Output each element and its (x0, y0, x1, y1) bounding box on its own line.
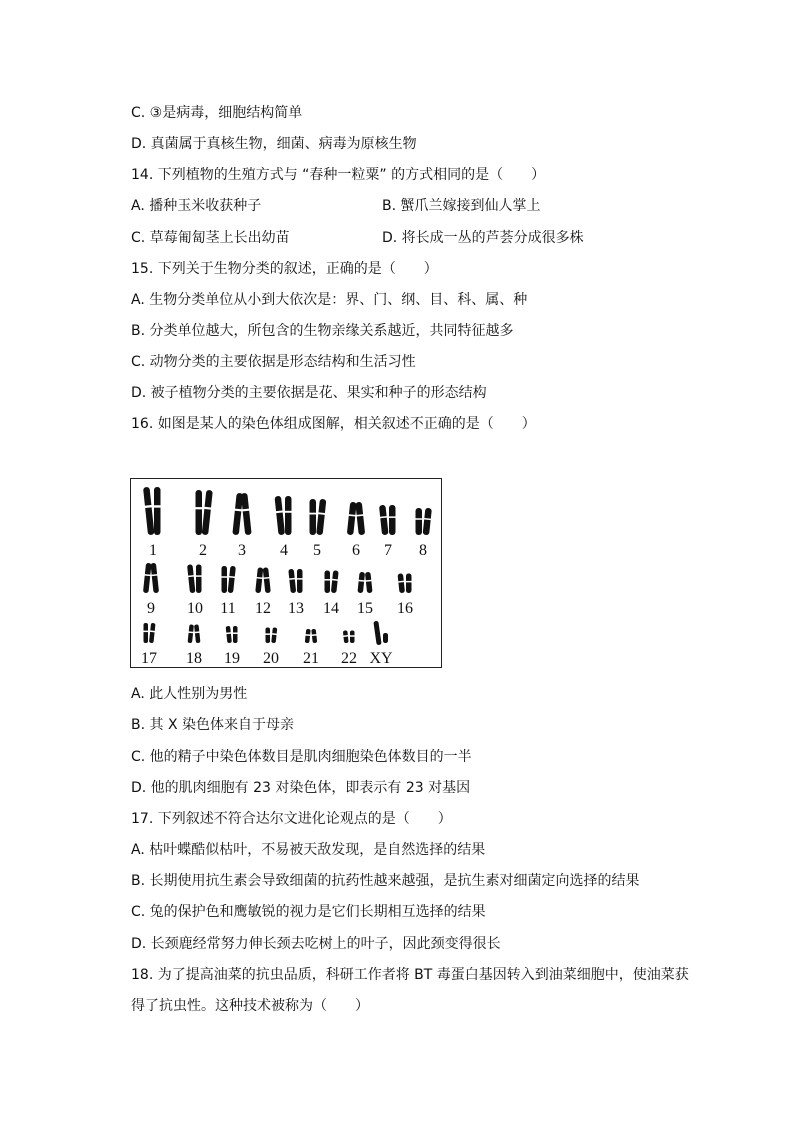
chromosome-pair (309, 499, 327, 535)
chromosome-pair (397, 573, 412, 593)
chromosome-number-label: 6 (352, 542, 360, 559)
option-15b: B. 分类单位越大，所包含的生物亲缘关系越近，共同特征越多 (131, 323, 514, 339)
option-17a: A. 枯叶蝶酷似枯叶，不易被天敌发现，是自然选择的结果 (131, 842, 486, 858)
option-16d: D. 他的肌肉细胞有 23 对染色体，即表示有 23 对基因 (131, 780, 471, 796)
chromosome-pair (221, 566, 236, 593)
option-15a: A. 生物分类单位从小到大依次是：界、门、纲、目、科、属、种 (131, 292, 528, 308)
question-18-line1: 18. 为了提高油菜的抗虫品质，科研工作者将 BT 毒蛋白基因转入到油菜细胞中，使油菜获 (131, 967, 689, 983)
option-17b: B. 长期使用抗生素会导致细菌的抗药性越来越强，是抗生素对细菌定向选择的结果 (131, 873, 640, 889)
karyotype-drawing (131, 479, 443, 669)
option-14c: C. 草莓匍匐茎上长出幼苗 (131, 230, 290, 246)
chromosome-number-label: 2 (199, 542, 207, 559)
option-14d: D. 将长成一丛的芦荟分成很多株 (382, 230, 584, 246)
chromosome-pair (143, 563, 159, 593)
question-14: 14. 下列植物的生殖方式与 “春种一粒粟” 的方式相同的是（ ） (131, 167, 546, 183)
option-16a: A. 此人性别为男性 (131, 686, 248, 702)
chromosome-number-label: 11 (220, 600, 236, 617)
option-13d: D. 真菌属于真核生物，细菌、病毒为原核生物 (131, 136, 417, 152)
chromosome-number-label: 16 (397, 600, 413, 617)
option-15c: C. 动物分类的主要依据是形态结构和生活习性 (131, 354, 416, 370)
option-17d: D. 长颈鹿经常努力伸长颈去吃树上的叶子，因此颈变得很长 (131, 936, 501, 952)
chromosome-number-label: 19 (224, 650, 240, 667)
chromosome-number-label: 15 (357, 600, 373, 617)
chromosome-pair (415, 508, 432, 536)
chromosome-pair (357, 572, 372, 593)
chromosome-pair (143, 623, 156, 643)
chromosome-pair (188, 624, 201, 643)
option-17c: C. 兔的保护色和鹰敏锐的视力是它们长期相互选择的结果 (131, 904, 486, 920)
chromosome-number-label: 5 (313, 542, 321, 559)
option-13c: C. ③是病毒，细胞结构简单 (131, 105, 303, 121)
option-16c: C. 他的精子中染色体数目是肌肉细胞染色体数目的一半 (131, 749, 472, 765)
chromosome-number-label: 10 (187, 600, 203, 617)
chromosome-number-label: 1 (149, 542, 157, 559)
chromosome-number-label: 4 (280, 542, 288, 559)
chromosome-pair (143, 487, 161, 535)
chromosome-pair (255, 567, 271, 593)
chromosome-pair (379, 505, 397, 536)
question-18-line2: 得了抗虫性。这种技术被称为（ ） (131, 998, 369, 1014)
chromosome-number-label: 7 (384, 542, 392, 559)
chromosome-pair (305, 629, 318, 643)
chromosome-number-label: 13 (288, 600, 304, 617)
chromosome-pair (288, 569, 303, 593)
chromosome-number-label: 20 (263, 650, 279, 667)
chromosome-pair (342, 630, 355, 643)
chromosome-pair (232, 493, 251, 535)
option-16b: B. 其 X 染色体来自于母亲 (131, 717, 294, 733)
chromosome-pair (324, 570, 339, 593)
option-15d: D. 被子植物分类的主要依据是花、果实和种子的形态结构 (131, 385, 487, 401)
option-14a: A. 播种玉米收获种子 (131, 198, 262, 214)
question-17: 17. 下列叙述不符合达尔文进化论观点的是（ ） (131, 811, 452, 827)
chromosome-number-label: 3 (238, 542, 246, 559)
question-15: 15. 下列关于生物分类的叙述，正确的是（ ） (131, 261, 438, 277)
chromosome-pair (225, 626, 238, 643)
sex-chromosomes (373, 621, 388, 645)
chromosome-number-label: 17 (141, 650, 157, 667)
chromosome-number-label: 22 (341, 650, 357, 667)
chromosome-pair (195, 490, 213, 535)
chromosome-number-label: XY (369, 650, 393, 667)
chromosome-number-label: 14 (323, 600, 339, 617)
chromosome-pair (187, 564, 202, 593)
chromosome-number-label: 12 (255, 600, 271, 617)
chromosome-number-label: 21 (303, 650, 319, 667)
chromosome-pair (265, 627, 278, 643)
chromosome-pair (347, 502, 365, 535)
chromosome-number-label: 9 (147, 600, 155, 617)
question-16: 16. 如图是某人的染色体组成图解，相关叙述不正确的是（ ） (131, 416, 536, 432)
option-14b: B. 蟹爪兰嫁接到仙人掌上 (382, 198, 541, 214)
chromosome-number-label: 18 (186, 650, 202, 667)
karyotype-figure (130, 478, 442, 668)
chromosome-pair (274, 496, 292, 535)
chromosome-number-label: 8 (419, 542, 427, 559)
